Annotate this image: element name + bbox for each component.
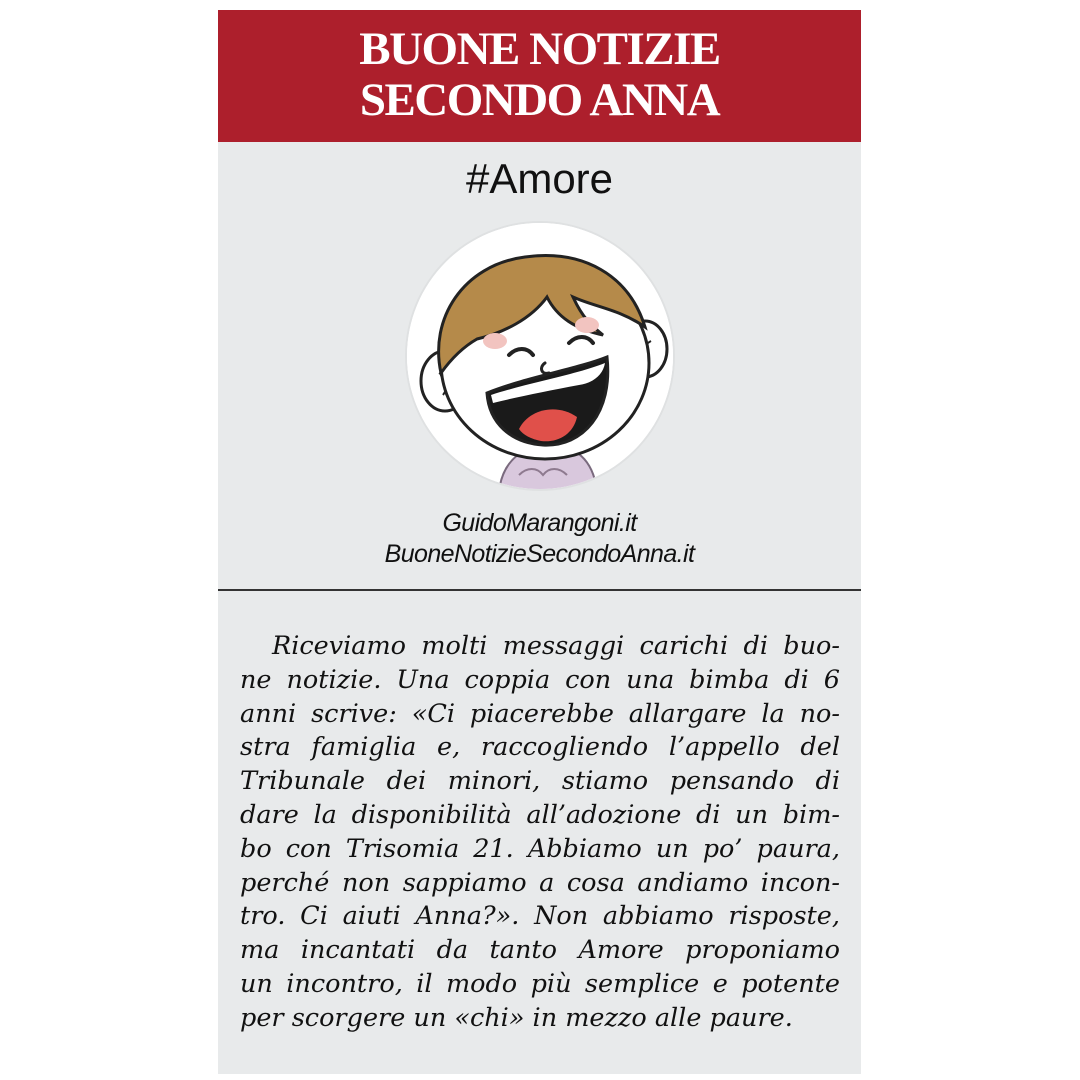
masthead-line-2: SECONDO ANNA (359, 74, 720, 126)
article-line: bo con Trisomia 21. Abbiamo un po’ paura, (240, 833, 840, 864)
website-links (218, 508, 861, 570)
avatar (407, 223, 673, 489)
news-column (218, 10, 861, 1074)
hashtag-title: #Amore (465, 155, 614, 202)
masthead (218, 10, 861, 142)
site-link-guido-marangoni[interactable]: GuidoMarangoni.it (442, 509, 637, 537)
site-link-buone-notizie[interactable]: BuoneNotizieSecondoAnna.it (384, 540, 695, 568)
article-line: ne notizie. Una coppia con una bimba di 6 (240, 664, 840, 695)
article-line: Riceviamo molti messaggi carichi di buo- (272, 631, 840, 661)
article-body (240, 630, 840, 1036)
article-line: perché non sappiamo a cosa andiamo incon- (240, 867, 840, 898)
article-line: ma incantati da tanto Amore proponiamo (240, 935, 840, 966)
article-line: un incontro, il modo più semplice e potente (240, 968, 840, 999)
article-line: stra famiglia e, raccogliendo l’appello del (240, 732, 840, 763)
article-line: dare la disponibilità all’adozione di un bim- (240, 799, 840, 830)
cartoon-child-face-icon (407, 223, 673, 489)
article-line: anni scrive: «Ci piacerebbe allargare la no- (240, 698, 840, 729)
article-line: Tribunale dei minori, stiamo pensando di (240, 766, 840, 797)
article-line: tro. Ci aiuti Anna?». Non abbiamo risposte, (240, 901, 840, 932)
masthead-line-1: BUONE NOTIZIE (359, 23, 720, 75)
article-line: per scorgere un «chi» in mezzo alle paure. (240, 1002, 793, 1033)
divider (218, 589, 861, 591)
